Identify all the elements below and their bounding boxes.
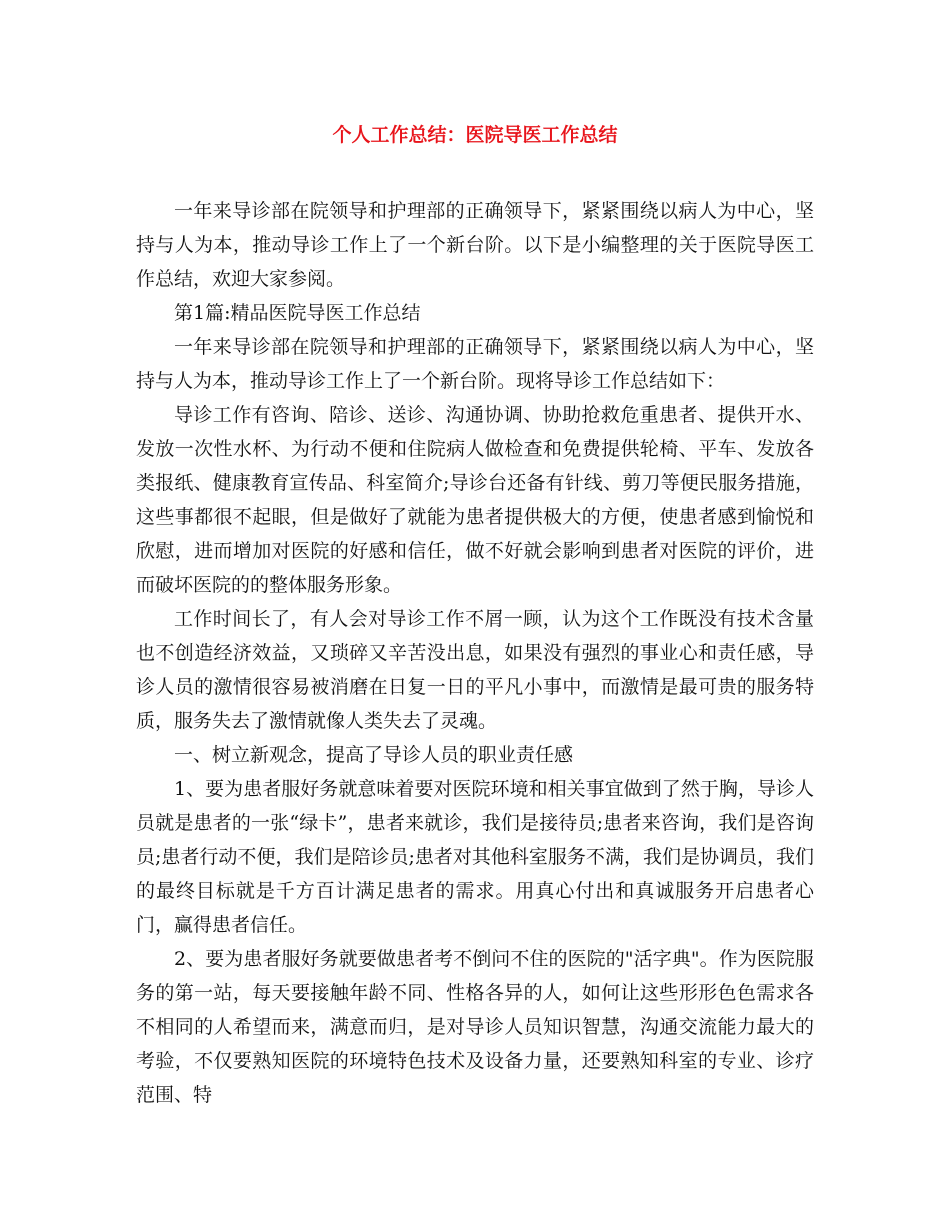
paragraph-body: 1、要为患者服好务就意味着要对医院环境和相关事宜做到了然于胸，导诊人员就是患者的一张“绿卡”，患者来就诊，我们是接待员;患者来咨询，我们是咨询员;患者行动不便，我们是陪诊员;患者对其他科室服务不满，我们是协调员，我们的最终目标就是千方百计满足患者的需求。用真心付出和真诚服务开启患者心门，赢得患者信任。 bbox=[136, 778, 814, 936]
paragraph-intro: 一年来导诊部在院领导和护理部的正确领导下，紧紧围绕以病人为中心，坚持与人为本，推动导诊工作上了一个新台阶。以下是小编整理的关于医院导医工作总结，欢迎大家参阅。 bbox=[136, 200, 814, 290]
document-page bbox=[136, 118, 814, 1112]
paragraph-body: 工作时间长了，有人会对导诊工作不屑一顾，认为这个工作既没有技术含量也不创造经济效益，又琐碎又辛苦没出息，如果没有强烈的事业心和责任感，导诊人员的激情很容易被消磨在日复一日的平凡小事中，而激情是最可贵的服务特质，服务失去了激情就像人类失去了灵魂。 bbox=[136, 608, 814, 732]
paragraph-subheading: 一、树立新观念，提高了导诊人员的职业责任感 bbox=[174, 744, 574, 766]
paragraph-section-heading: 第1篇:精品医院导医工作总结 bbox=[174, 302, 421, 324]
paragraph-body: 2、要为患者服好务就要做患者考不倒问不住的医院的"活字典"。作为医院服务的第一站，每天要接触年龄不同、性格各异的人，如何让这些形形色色需求各不相同的人希望而来，满意而归，是对导诊人员知识智慧，沟通交流能力最大的考验，不仅要熟知医院的环境特色技术及设备力量，还要熟知科室的专业、诊疗范围、特 bbox=[136, 948, 814, 1106]
document-title: 个人工作总结：医院导医工作总结 bbox=[332, 124, 618, 146]
paragraph-body: 一年来导诊部在院领导和护理部的正确领导下，紧紧围绕以病人为中心，坚持与人为本，推动导诊工作上了一个新台阶。现将导诊工作总结如下： bbox=[136, 336, 814, 392]
paragraph-body: 导诊工作有咨询、陪诊、送诊、沟通协调、协助抢救危重患者、提供开水、发放一次性水杯、为行动不便和住院病人做检查和免费提供轮椅、平车、发放各类报纸、健康教育宣传品、科室简介;导诊台还备有针线、剪刀等便民服务措施，这些事都很不起眼，但是做好了就能为患者提供极大的方便，使患者感到愉悦和欣慰，进而增加对医院的好感和信任，做不好就会影响到患者对医院的评价，进而破坏医院的的整体服务形象。 bbox=[136, 404, 814, 596]
